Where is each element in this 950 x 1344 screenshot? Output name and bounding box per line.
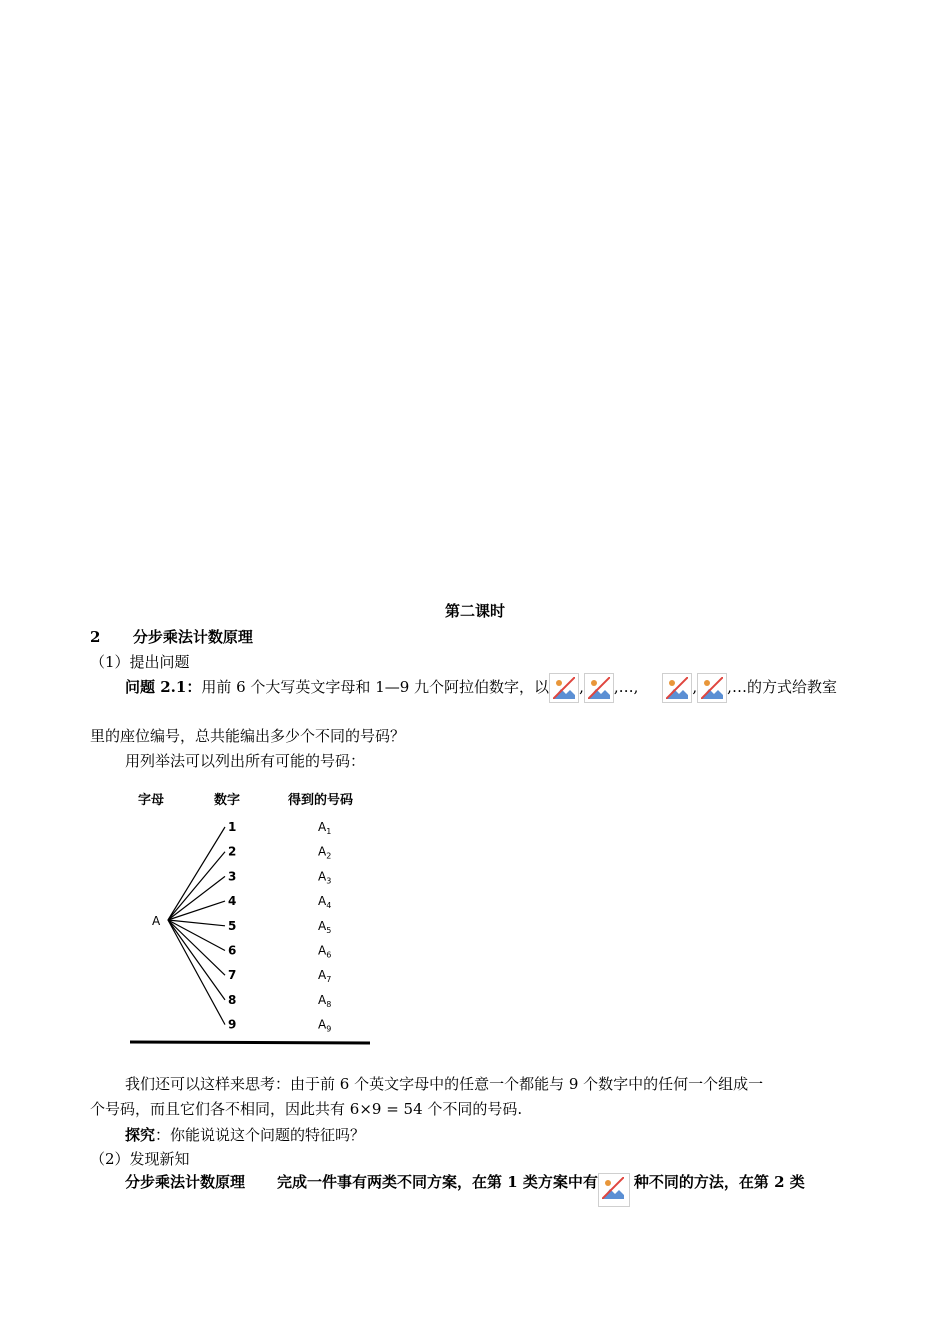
tree-header-letter: 字母 (138, 793, 165, 808)
principle-line (125, 1167, 805, 1207)
problem-line-2: 里的座位编号，总共能编出多少个不同的号码？ (90, 727, 406, 745)
subheading-discover: （2）发现新知 (90, 1150, 190, 1168)
tree-result-subscript: 8 (326, 999, 332, 1009)
tree-header-digit: 数字 (214, 793, 241, 808)
tree-digit: 6 (228, 943, 237, 958)
tree-digit: 7 (228, 968, 237, 983)
broken-image-icon (662, 673, 692, 703)
tree-branch-line (168, 827, 225, 920)
tree-baseline (130, 1042, 370, 1043)
broken-image-icon (549, 673, 579, 703)
tree-result-subscript: 1 (326, 827, 332, 836)
tree-digit: 4 (228, 894, 237, 909)
problem-colon: ： (186, 678, 202, 696)
problem-label: 问题 2.1 (125, 678, 187, 696)
tree-result-code: $A_5$ (318, 918, 332, 935)
tree-root: A (152, 914, 161, 928)
principle-label: 分步乘法计数原理 (125, 1173, 246, 1191)
principle-text-after: 种不同的方法，在第 2 类 (633, 1173, 805, 1191)
problem-text-after: ,…的方式给教室 (727, 678, 837, 696)
subheading-raise-question: （1）提出问题 (90, 653, 190, 671)
tree-result-subscript: 2 (326, 851, 332, 861)
tree-result-code: $A_9$ (318, 1017, 332, 1034)
tree-diagram (128, 785, 373, 1050)
explore-label: 探究 (125, 1126, 156, 1144)
tree-header-result: 得到的号码 (288, 793, 354, 808)
listing-intro: 用列举法可以列出所有可能的号码： (125, 752, 366, 770)
explore-colon: ： (155, 1126, 171, 1144)
tree-digit: 9 (228, 1017, 237, 1032)
section-number: 2 (90, 628, 101, 646)
broken-image-icon (598, 1173, 630, 1207)
tree-result-code: $A_1$ (318, 820, 332, 836)
tree-branch-line (168, 852, 225, 920)
explore-line (125, 1124, 365, 1145)
tree-digit: 5 (228, 918, 237, 933)
tree-result-code: $A_2$ (318, 844, 332, 861)
tree-result-subscript: 9 (326, 1024, 332, 1034)
tree-digit: 2 (228, 844, 237, 859)
tree-result-subscript: 5 (326, 925, 332, 935)
reasoning-line-2: 个号码，而且它们各不相同，因此共有 6×9 = 54 个不同的号码. (90, 1100, 523, 1118)
reasoning-line-1: 我们还可以这样来思考：由于前 6 个英文字母中的任意一个都能与 9 个数字中的任何一个组成一 (125, 1075, 764, 1093)
lesson-title: 第二课时 (444, 602, 505, 620)
section-title: 分步乘法计数原理 (132, 628, 253, 646)
tree-result-subscript: 4 (326, 901, 332, 911)
tree-branch-line (168, 920, 225, 975)
tree-digit: 1 (228, 820, 237, 834)
tree-branch-line (168, 876, 225, 920)
problem-ellipsis: ,…, (613, 678, 639, 696)
problem-sep1: , (579, 678, 584, 696)
problem-text-before: 用前 6 个大写英文字母和 1—9 九个阿拉伯数字，以 (201, 678, 550, 696)
tree-result-code: $A_7$ (318, 968, 332, 985)
tree-digit: 3 (228, 869, 237, 884)
broken-image-icon (584, 673, 614, 703)
tree-result-code: $A_4$ (318, 894, 332, 911)
problem-sep2: , (692, 678, 698, 696)
tree-digit: 8 (228, 992, 237, 1007)
tree-branches (168, 820, 331, 1034)
tree-result-subscript: 7 (326, 975, 332, 985)
tree-result-code: $A_6$ (318, 943, 332, 960)
tree-result-subscript: 3 (326, 876, 332, 886)
problem-line-1 (125, 672, 837, 703)
tree-result-subscript: 6 (326, 950, 332, 960)
tree-result-code: $A_3$ (318, 869, 332, 886)
explore-text: 你能说说这个问题的特征吗？ (170, 1126, 366, 1144)
tree-result-code: $A_8$ (318, 992, 332, 1009)
broken-image-icon (697, 673, 727, 703)
tree-branch-line (168, 920, 225, 1000)
principle-text-before: 完成一件事有两类不同方案，在第 1 类方案中有 (277, 1173, 598, 1191)
section-heading (90, 626, 253, 647)
